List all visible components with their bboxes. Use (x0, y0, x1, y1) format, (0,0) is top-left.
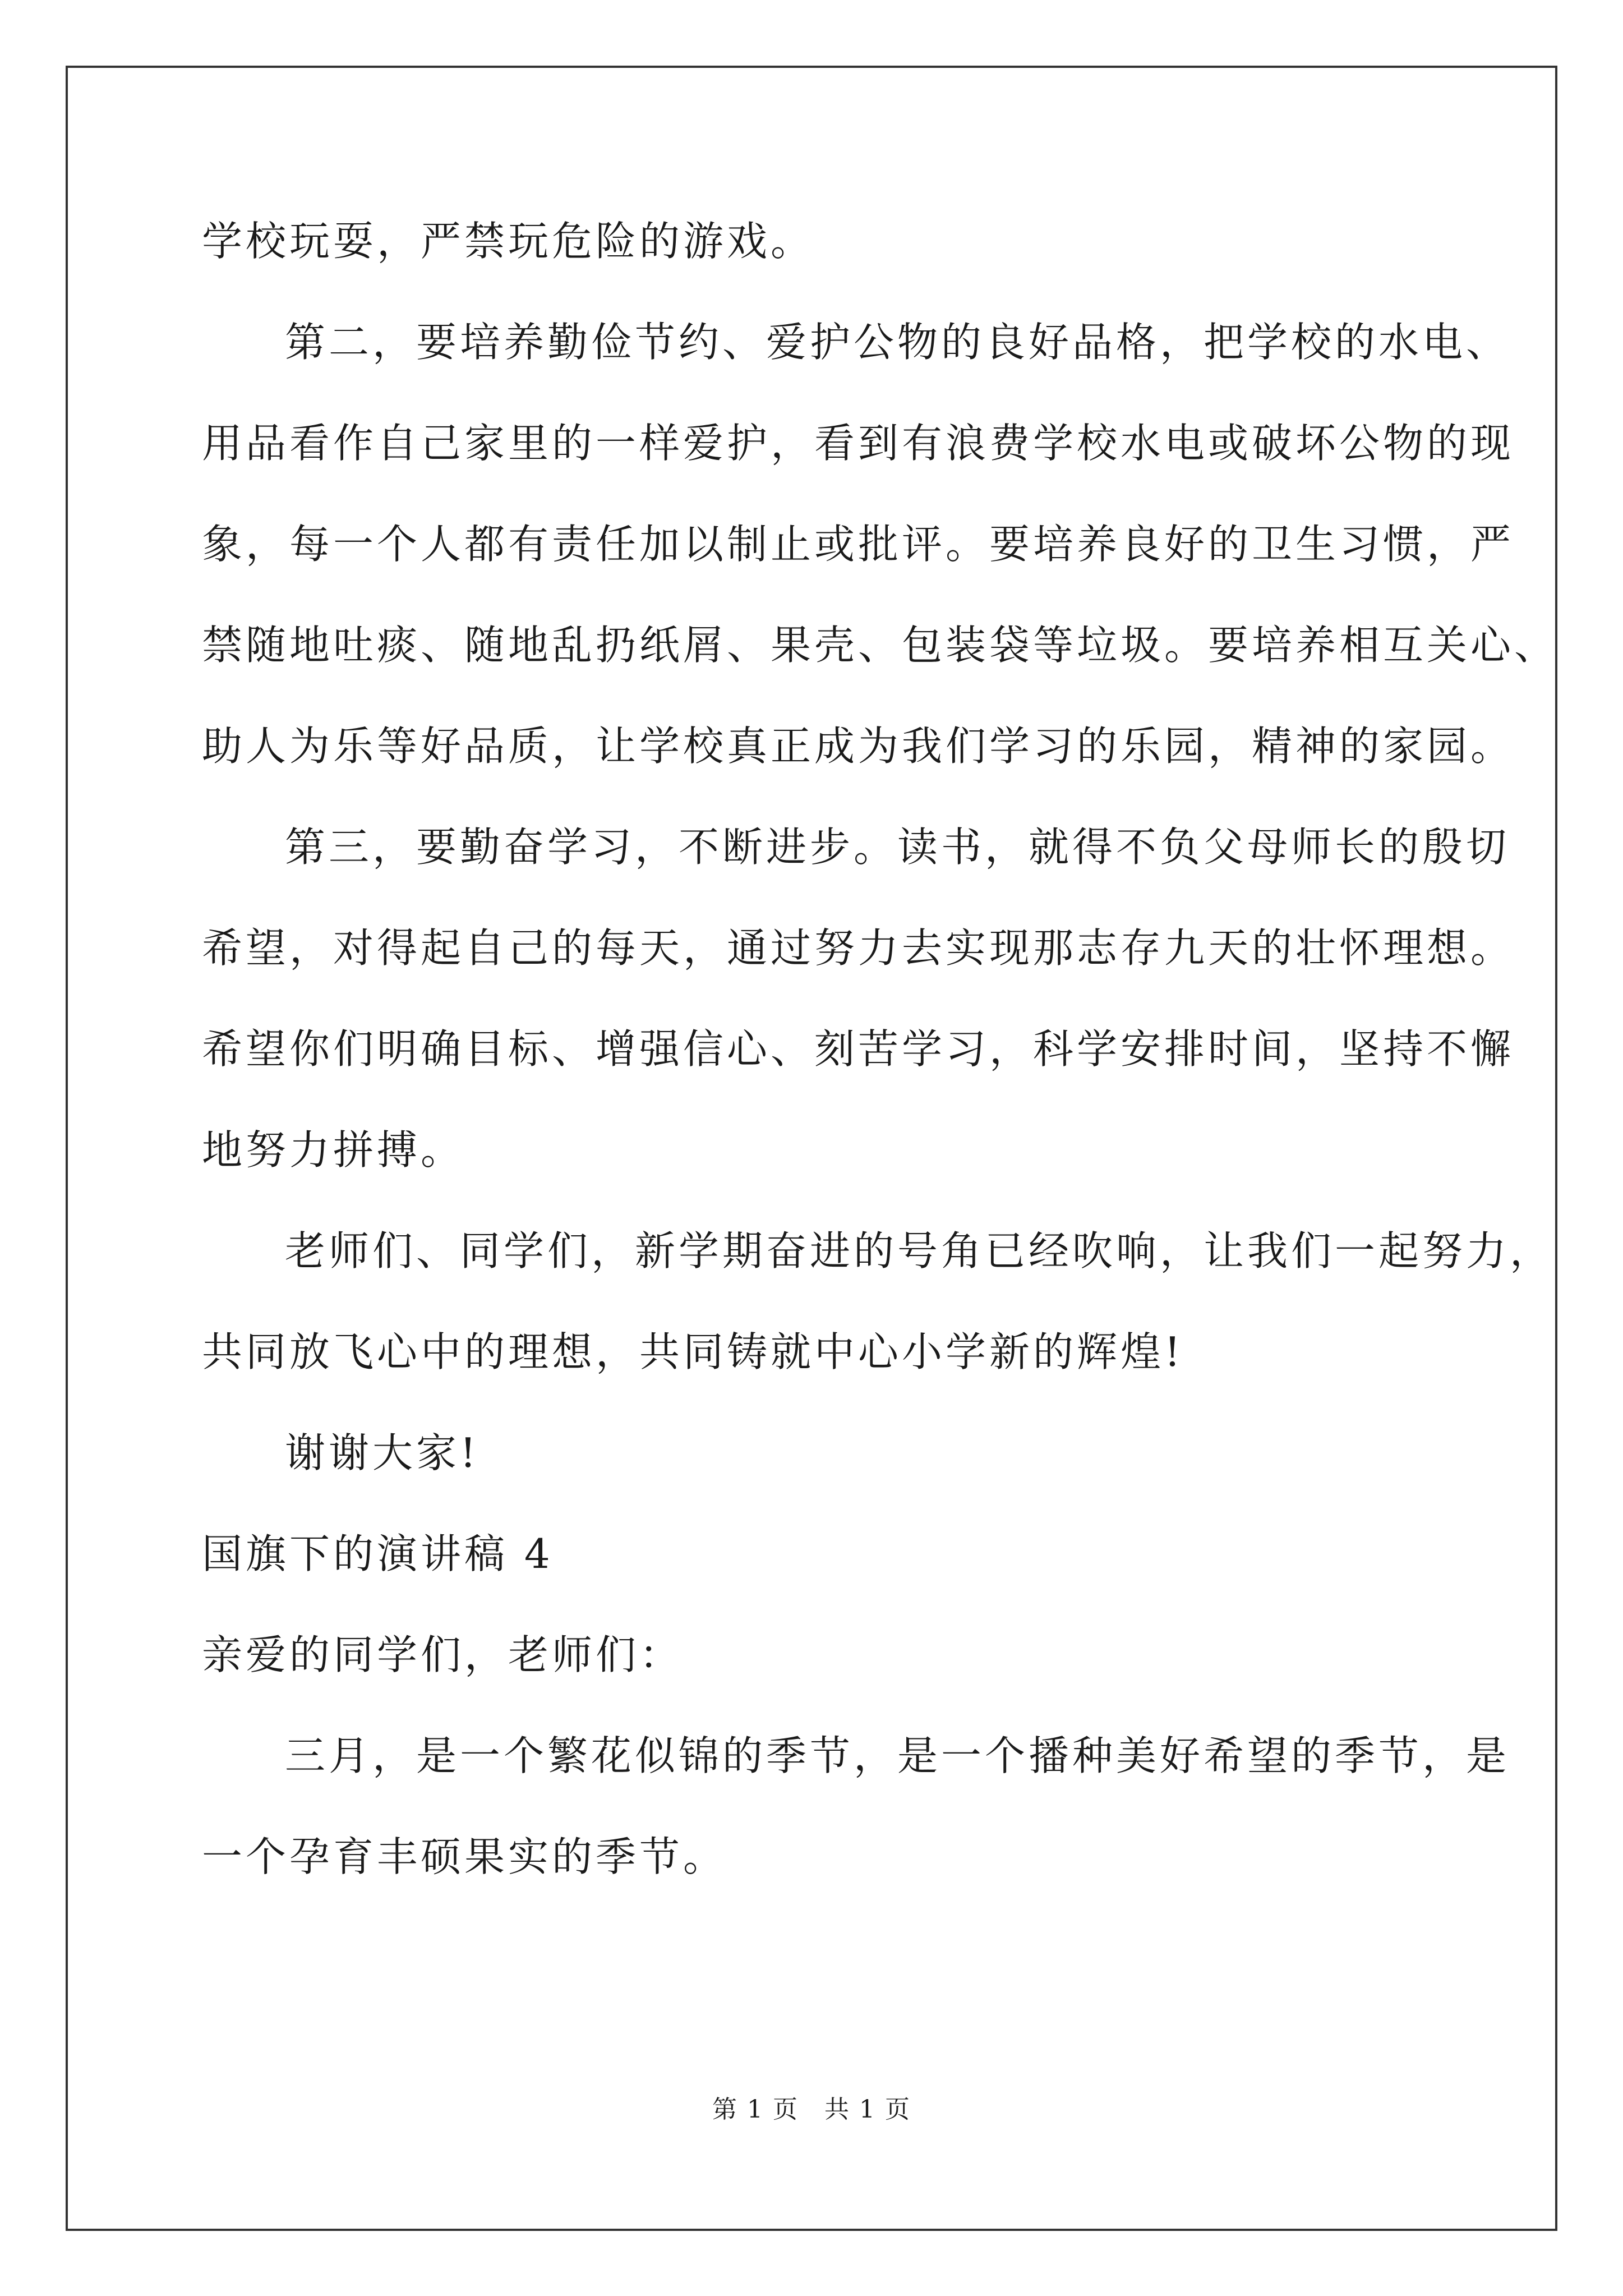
text-line: 希望，对得起自己的每天，通过努力去实现那志存九天的壮怀理想。 (202, 924, 1515, 972)
text-line: 助人为乐等好品质，让学校真正成为我们学习的乐园，精神的家园。 (202, 723, 1515, 770)
page-number-footer: 第 1 页 共 1 页 (712, 2095, 911, 2124)
salutation: 亲爱的同学们，老师们： (202, 1631, 684, 1678)
closing-thanks: 谢谢大家! (285, 1429, 479, 1476)
text-line: 禁随地吐痰、随地乱扔纸屑、果壳、包装袋等垃圾。要培养相互关心、 (202, 622, 1559, 669)
text-line: 用品看作自己家里的一样爱护，看到有浪费学校水电或破坏公物的现 (202, 420, 1515, 467)
section-heading: 国旗下的演讲稿 4 (202, 1530, 554, 1577)
paragraph-first-line: 第二，要培养勤俭节约、爱护公物的良好品格，把学校的水电、 (285, 319, 1510, 366)
paragraph-first-line: 老师们、同学们，新学期奋进的号角已经吹响，让我们一起努力， (285, 1227, 1554, 1274)
text-line: 学校玩耍，严禁玩危险的游戏。 (202, 218, 815, 265)
paragraph-first-line: 第三，要勤奋学习，不断进步。读书，就得不负父母师长的殷切 (285, 823, 1510, 871)
text-line: 象，每一个人都有责任加以制止或批评。要培养良好的卫生习惯，严 (202, 521, 1515, 568)
text-line: 一个孕育丰硕果实的季节。 (202, 1833, 727, 1880)
text-line: 地努力拼搏。 (202, 1126, 465, 1174)
text-line: 希望你们明确目标、增强信心、刻苦学习，科学安排时间，坚持不懈 (202, 1025, 1515, 1073)
text-line: 共同放飞心中的理想，共同铸就中心小学新的辉煌! (202, 1328, 1184, 1375)
paragraph-first-line: 三月，是一个繁花似锦的季节，是一个播种美好希望的季节，是 (285, 1732, 1510, 1779)
